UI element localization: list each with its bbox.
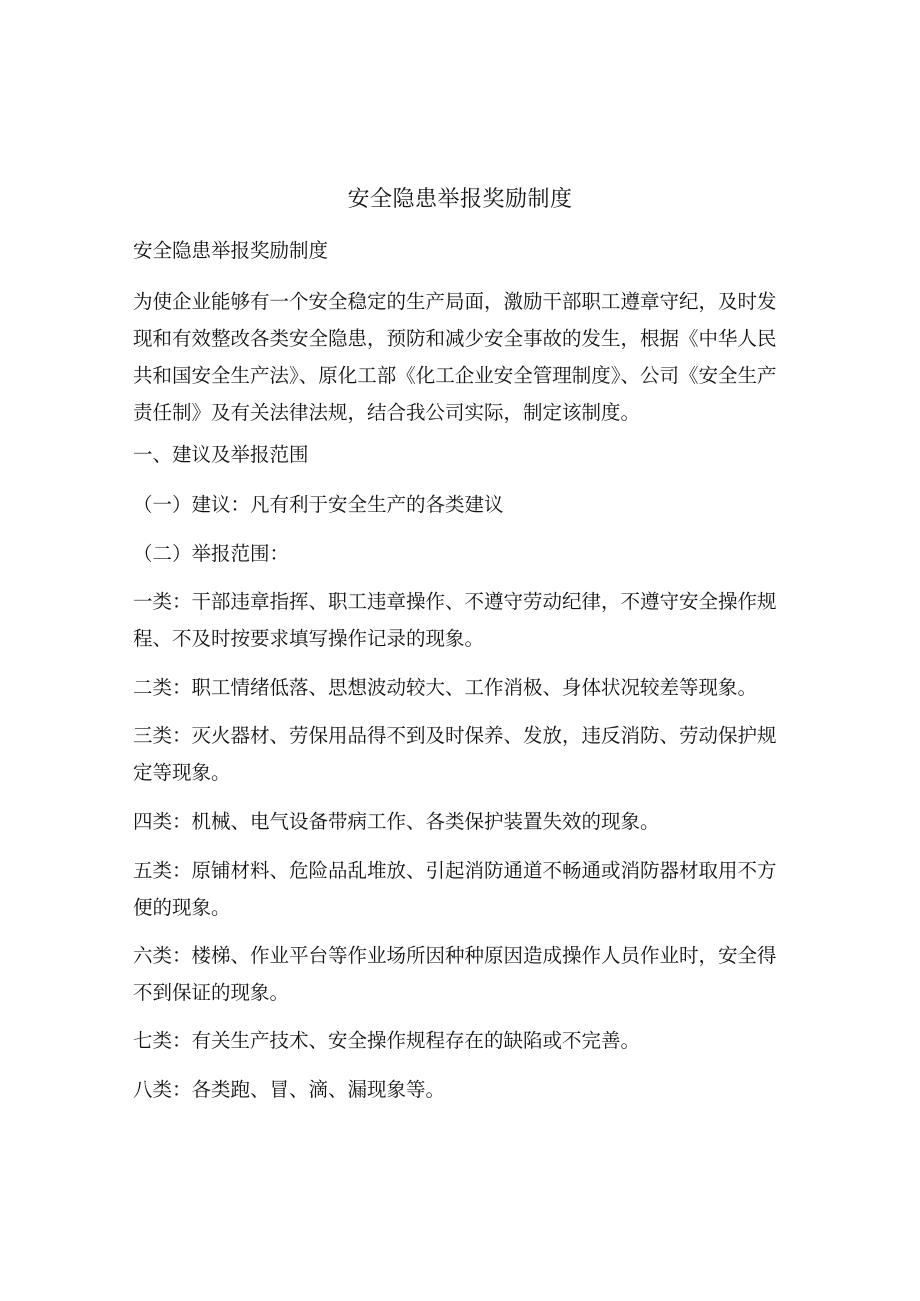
category-item-1: 一类：干部违章指挥、职工违章操作、不遵守劳动纪律，不遵守安全操作规程、不及时按要求填写操作记录的现象。 (133, 590, 777, 650)
category-item-4: 四类：机械、电气设备带病工作、各类保护装置失效的现象。 (133, 810, 660, 833)
document-title: 安全隐患举报奖励制度 (347, 187, 573, 212)
category-item-3: 三类：灭火器材、劳保用品得不到及时保养、发放，违反消防、劳动保护规定等现象。 (133, 724, 777, 784)
intro-paragraph: 为使企业能够有一个安全稳定的生产局面，激励干部职工遵章守纪，及时发现和有效整改各类安全隐患，预防和减少安全事故的发生，根据《中华人民共和国安全生产法》、原化工部《化工企业安全管理制度》、公司《安全生产责任制》及有关法律法规，结合我公司实际，制定该制度。 (133, 290, 777, 424)
category-item-7: 七类：有关生产技术、安全操作规程存在的缺陷或不完善。 (133, 1029, 641, 1052)
category-item-6: 六类：楼梯、作业平台等作业场所因种种原因造成操作人员作业时，安全得不到保证的现象。 (133, 944, 777, 1004)
subsection-suggestion: （一）建议：凡有利于安全生产的各类建议 (133, 493, 504, 516)
section-heading-1: 一、建议及举报范围 (133, 443, 309, 466)
category-item-5: 五类：原铺材料、危险品乱堆放、引起消防通道不畅通或消防器材取用不方便的现象。 (133, 859, 777, 919)
subsection-report-scope: （二）举报范围： (133, 542, 290, 565)
document-subtitle: 安全隐患举报奖励制度 (133, 239, 329, 262)
category-item-8: 八类：各类跑、冒、滴、漏现象等。 (133, 1078, 446, 1101)
category-item-2: 二类：职工情绪低落、思想波动较大、工作消极、身体状况较差等现象。 (133, 676, 758, 699)
